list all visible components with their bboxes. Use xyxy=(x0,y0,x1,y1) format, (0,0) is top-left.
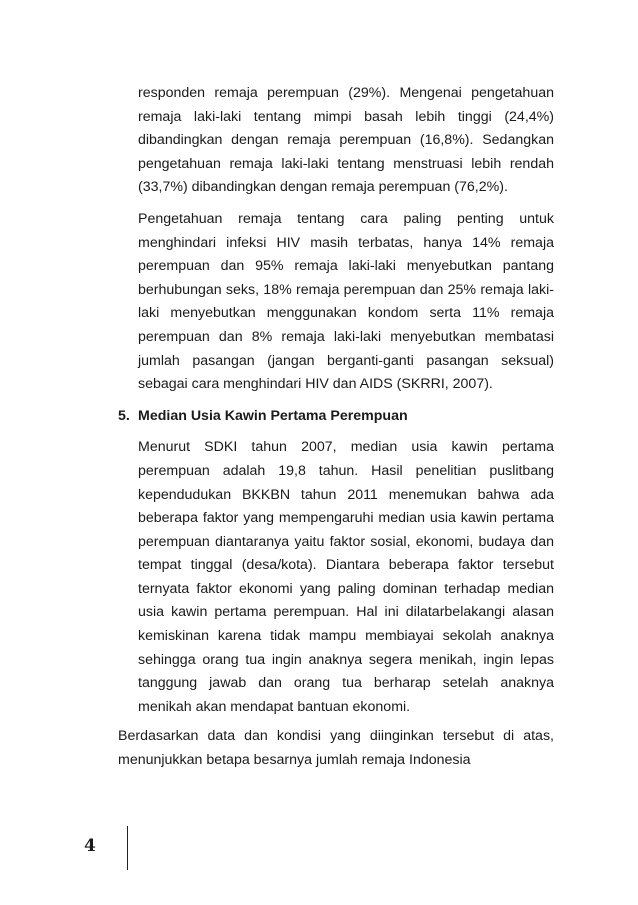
paragraph-knowledge-comparison: responden remaja perempuan (29%). Mengenai pengetahuan remaja laki-laki tentang mimpi basah lebih tinggi (24,4%) dibandingkan dengan remaja perempuan (16,8%). Sedangkan pengetahuan remaja laki-laki tentang menstruasi lebih rendah (33,7%) dibandingkan dengan remaja perempuan (76,2%). xyxy=(138,85,554,196)
body-text xyxy=(118,82,554,773)
section-number: 5. xyxy=(118,407,130,424)
section-title: Median Usia Kawin Pertama Perempuan xyxy=(138,407,408,424)
page-number: 4 xyxy=(84,836,96,856)
footer-divider xyxy=(127,826,128,870)
paragraph-closing: Berdasarkan data dan kondisi yang diinginkan tersebut di atas, menunjukkan betapa besarnya jumlah remaja Indonesia xyxy=(118,728,554,769)
section-heading xyxy=(118,405,554,429)
page-footer xyxy=(0,818,638,878)
paragraph-hiv-prevention: Pengetahuan remaja tentang cara paling penting untuk menghindari infeksi HIV masih terbatas, hanya 14% remaja perempuan dan 95% remaja laki-laki menyebutkan pantang berhubungan seks, 18% remaja perempuan dan 25% remaja laki-laki menyebutkan menggunakan kondom serta 11% remaja perempuan dan 8% remaja laki-laki menyebutkan membatasi jumlah pasangan (jangan berganti-ganti pasangan seksual) sebagai cara menghindari HIV dan AIDS (SKRRI, 2007). xyxy=(138,210,554,393)
indented-block xyxy=(138,82,554,397)
paragraph-median-age: Menurut SDKI tahun 2007, median usia kawin pertama perempuan adalah 19,8 tahun. Hasil penelitian puslitbang kependudukan BKKBN tahun 2011 menemukan bahwa ada beberapa faktor yang mempengaruhi median usia kawin pertama perempuan diantaranya yaitu faktor sosial, ekonomi, budaya dan tempat tinggal (desa/kota). Diantara beberapa faktor tersebut ternyata faktor ekonomi yang paling dominan terhadap median usia kawin pertama perempuan. Hal ini dilatarbelakangi alasan kemiskinan karena tidak mampu membiayai sekolah anaknya sehingga orang tua ingin anaknya segera menikah, ingin lepas tanggung jawab dan orang tua berharap setelah anaknya menikah akan mendapat bantuan ekonomi. xyxy=(138,439,554,715)
section-body xyxy=(138,436,554,719)
